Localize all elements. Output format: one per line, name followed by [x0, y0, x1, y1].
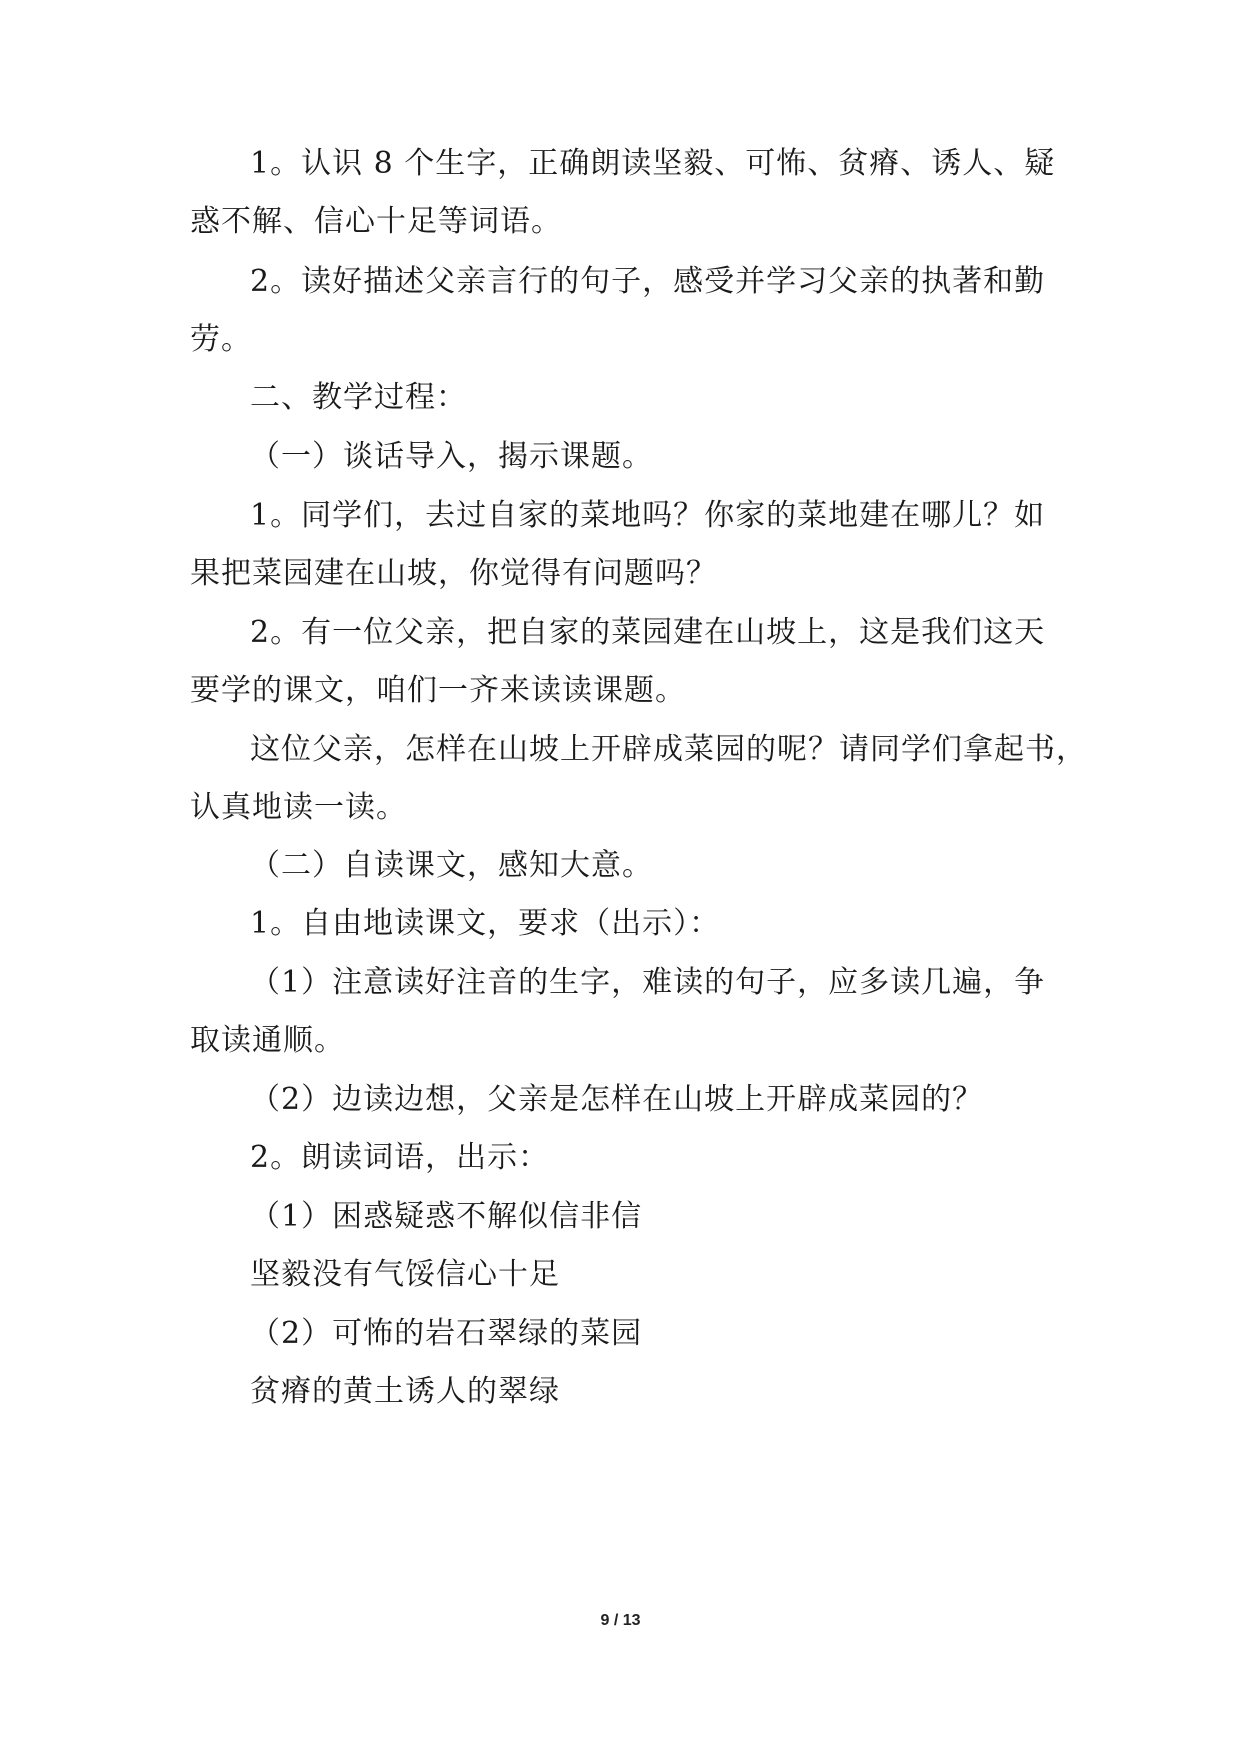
paragraph-1-line-2: 惑不解、信心十足等词语。 [190, 204, 562, 239]
paragraph-2-line-2: 劳。 [190, 322, 252, 357]
paragraph-5-line-1: 这位父亲，怎样在山坡上开辟成菜园的呢？请同学们拿起书， [250, 732, 1087, 767]
word-list-1: （1）困惑疑惑不解似信非信 [250, 1199, 643, 1234]
paragraph-7-line-1: （1）注意读好注音的生字，难读的句子，应多读几遍，争 [250, 965, 1046, 1000]
paragraph-3-line-1: 1。同学们，去过自家的菜地吗？你家的菜地建在哪儿？如 [250, 498, 1046, 533]
paragraph-9: 2。朗读词语，出示： [250, 1140, 550, 1175]
subsection-heading-2: （二）自读课文，感知大意。 [250, 848, 653, 883]
paragraph-4-line-1: 2。有一位父亲，把自家的菜园建在山坡上，这是我们这天 [250, 615, 1046, 650]
paragraph-2-line-1: 2。读好描述父亲言行的句子，感受并学习父亲的执著和勤 [250, 264, 1046, 299]
paragraph-8: （2）边读边想，父亲是怎样在山坡上开辟成菜园的？ [250, 1082, 984, 1117]
paragraph-5-line-2: 认真地读一读。 [190, 790, 407, 825]
paragraph-3-line-2: 果把菜园建在山坡，你觉得有问题吗？ [190, 556, 717, 591]
paragraph-6: 1。自由地读课文，要求（出示）： [250, 906, 721, 941]
section-heading-teaching-process: 二、教学过程： [250, 380, 467, 415]
word-list-2b: 贫瘠的黄土诱人的翠绿 [250, 1374, 560, 1409]
word-list-2: （2）可怖的岩石翠绿的菜园 [250, 1316, 643, 1351]
paragraph-1-line-1: 1。认识 8 个生字，正确朗读坚毅、可怖、贫瘠、诱人、疑 [250, 146, 1056, 181]
word-list-1b: 坚毅没有气馁信心十足 [250, 1257, 560, 1292]
paragraph-4-line-2: 要学的课文，咱们一齐来读读课题。 [190, 673, 686, 708]
paragraph-7-line-2: 取读通顺。 [190, 1023, 345, 1058]
subsection-heading-1: （一）谈话导入，揭示课题。 [250, 439, 653, 474]
page-number: 9 / 13 [600, 1612, 641, 1629]
